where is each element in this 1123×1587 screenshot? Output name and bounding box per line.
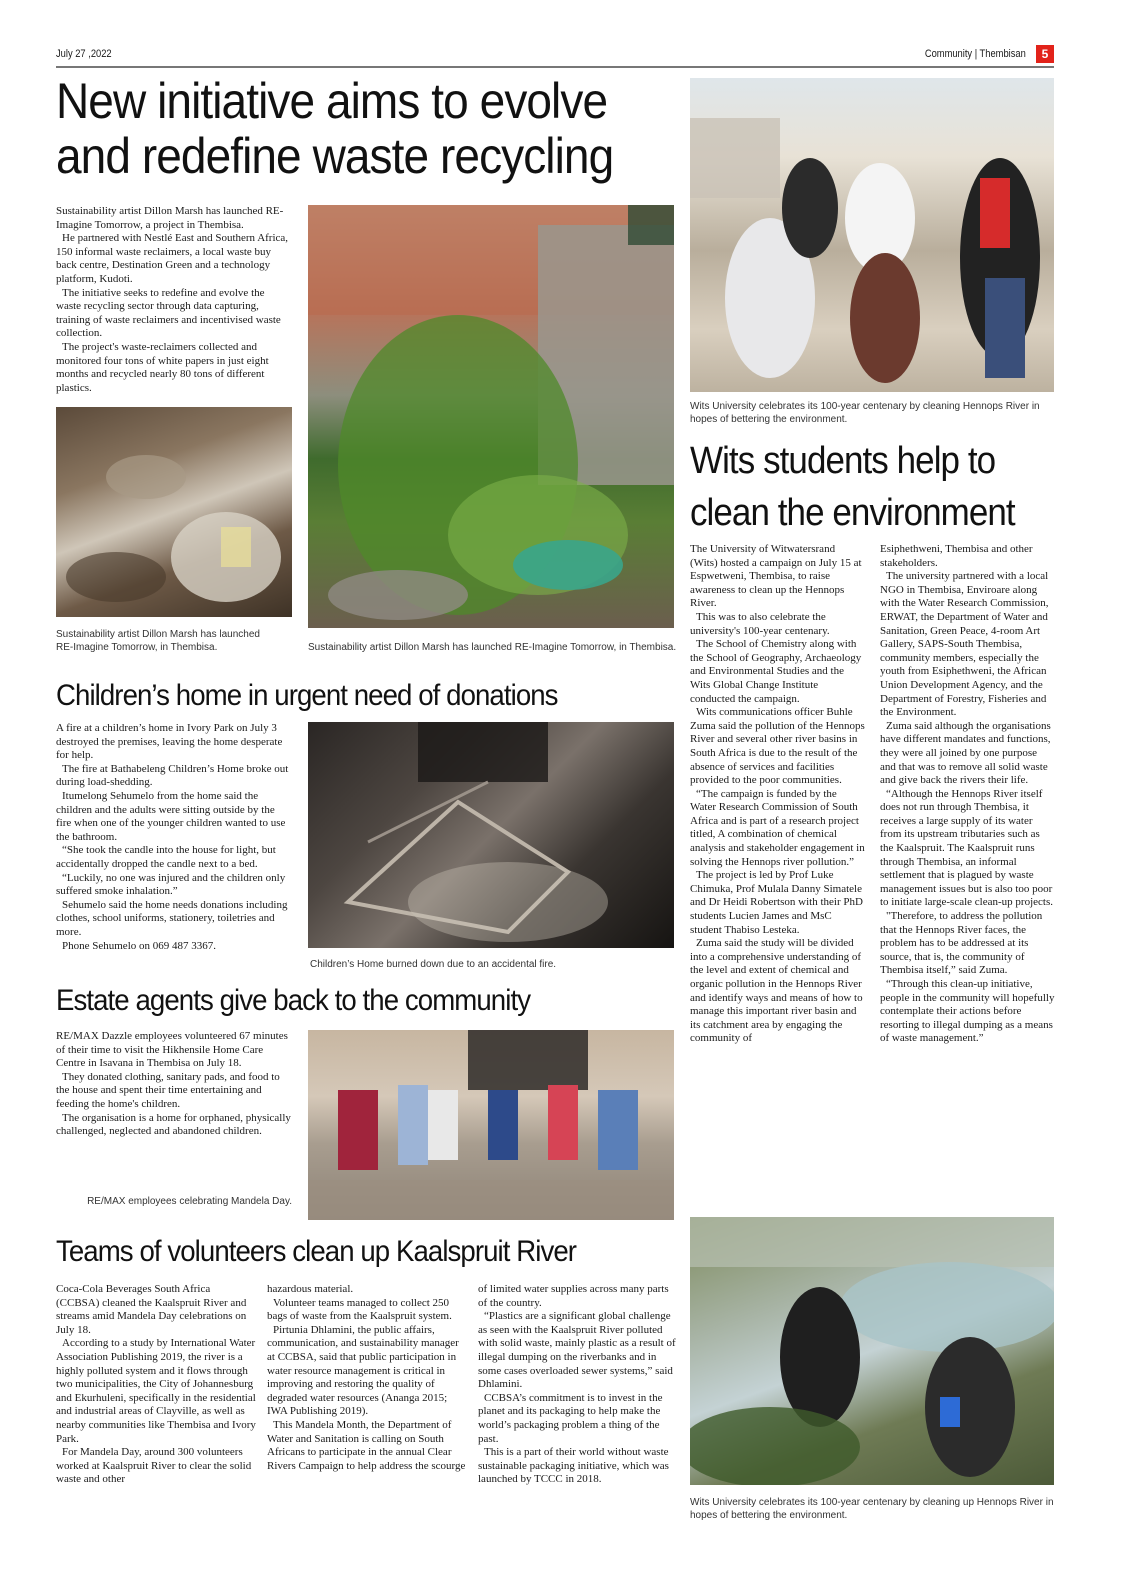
paragraph: Wits communications officer Buhle Zuma said the pollution of the Hennops River and several other river basins in South Africa is due to the result of the absence of services and facilities provided to the poor communities. [690, 706, 865, 787]
paragraph: The fire at Bathabeleng Children’s Home broke out during load-shedding. [56, 762, 289, 789]
photo-river-cleanup [690, 1217, 1054, 1485]
headline-line: Wits students help to [690, 440, 996, 482]
paragraph: This was to also celebrate the university's 100-year centenary. [690, 610, 830, 637]
photo-caption: Wits University celebrates its 100-year centenary by cleaning Hennops River in hopes of bettering the environment. [690, 401, 1040, 425]
article-body-estate-agents [56, 1030, 292, 1139]
paragraph: The university partnered with a local NGO in Thembisa, Enviroare along with the Water Research Commission, ERWAT, the Department of Water and Sanitation, Green Peace, 4-room Art Gallery, SAPS-South Thembisa, community members, especially the youth from Esiphethweni, the African Union Development Agency, and the Department of Forestry, Fisheries and the Environment. [880, 570, 1049, 719]
section-label: Community | Thembisan [925, 48, 1026, 60]
photo-waste-pile [56, 407, 292, 617]
headline-line: New initiative aims to evolve [56, 73, 608, 129]
paragraph: The initiative seeks to redefine and evolve the waste recycling sector through data capturing, training of waste reclaimers and incentivised waste collection. [56, 286, 281, 340]
paragraph: Itumelong Sehumelo from the home said the children and the adults were sitting outside by the fire when one of the younger children wanted to use the bathroom. [56, 789, 286, 843]
photo-wits-volunteers [690, 78, 1054, 392]
paragraph: “The campaign is funded by the Water Research Commission of South Africa and is part of a research project titled, A combination of chemical analysis and stakeholder engagement in solving the Hennops river pollution.” [690, 787, 865, 868]
paragraph: Sehumelo said the home needs donations including clothes, school uniforms, stationery, toiletries and more. [56, 898, 288, 938]
paragraph: The project is led by Prof Luke Chimuka, Prof Mulala Danny Simatele and Dr Heidi Robertson with their PhD students Lucien James and MsC student Thabiso Lesteka. [690, 869, 863, 936]
paragraph: CCBSA’s commitment is to invest in the planet and its packaging to help make the world’s packaging problem a thing of the past. [478, 1391, 663, 1445]
article-body-kaalspruit-col3 [478, 1283, 678, 1487]
paragraph: Phone Sehumelo on 069 487 3367. [62, 939, 216, 952]
paragraph: “Through this clean-up initiative, people in the community will hopefully contemplate their actions before resorting to illegal dumping as a means of waste management.” [880, 978, 1055, 1045]
article-body-wits-col2 [880, 543, 1055, 1046]
photo-caption: Sustainability artist Dillon Marsh has launched RE-Imagine Tomorrow, in Thembisa. [56, 629, 260, 653]
paragraph: For Mandela Day, around 300 volunteers worked at Kaalspruit River to clear the solid waste and other [56, 1446, 252, 1486]
article-body-recycling [56, 205, 292, 395]
paragraph: This Mandela Month, the Department of Water and Sanitation is calling on South Africans to participate in the annual Clear Rivers Campaign to help address the scourge [267, 1418, 466, 1472]
headline-estate-agents: Estate agents give back to the community [56, 984, 531, 1017]
article-body-wits-col1 [690, 543, 865, 1046]
photo-placeholder-art [690, 78, 1054, 392]
paragraph: "Therefore, to address the pollution that the Hennops River faces, the problem has to be addressed at its source, that is, the community of Thembisa itself,” said Zuma. [880, 910, 1043, 977]
headline-line: and redefine waste recycling [56, 128, 614, 184]
paragraph: Esiphethweni, Thembisa and other stakeholders. [880, 543, 1033, 569]
paragraph: They donated clothing, sanitary pads, and food to the house and spent their time entertaining and feeding the home's children. [56, 1070, 280, 1110]
article-body-kaalspruit-col2 [267, 1283, 467, 1473]
paragraph: Zuma said although the organisations have different mandates and functions, they were all joined by one purpose and that was to remove all solid waste and give back the rivers their life. [880, 719, 1051, 787]
paragraph: “She took the candle into the house for light, but accidentally dropped the candle next to a bed. [56, 844, 276, 870]
paragraph: The organisation is a home for orphaned, physically challenged, neglected and abandoned children. [56, 1111, 291, 1138]
headline-line: clean the environment [690, 492, 1015, 534]
photo-placeholder-art [690, 1217, 1054, 1485]
photo-placeholder-art [308, 205, 674, 628]
photo-remax-team [308, 1030, 674, 1220]
photo-burned-home [308, 722, 674, 948]
paragraph: A fire at a children’s home in Ivory Park on July 3 destroyed the premises, leaving the home desperate for help. [56, 722, 283, 762]
page-header [56, 46, 1054, 68]
paragraph: hazardous material. [267, 1283, 354, 1295]
paragraph: of limited water supplies across many parts of the country. [478, 1283, 669, 1309]
paragraph: This is a part of their world without waste sustainable packaging initiative, which was launched by TCCC in 2018. [478, 1446, 669, 1486]
paragraph: “Plastics are a significant global challenge as seen with the Kaalspruit River polluted with solid waste, mainly plastic as a result of illegal dumping on the riverbanks and in some cases overloaded sewer systems,” said Dhlamini. [478, 1310, 676, 1391]
photo-caption: RE/MAX employees celebrating Mandela Day. [87, 1196, 292, 1207]
photo-placeholder-art [56, 407, 292, 617]
photo-recycling-installation [308, 205, 674, 628]
photo-caption: Wits University celebrates its 100-year centenary by cleaning up Hennops River in hopes of bettering the environment. [690, 1497, 1054, 1521]
paragraph: Coca-Cola Beverages South Africa (CCBSA) cleaned the Kaalspruit River and streams amid Mandela Day celebrations on July 18. [56, 1283, 247, 1336]
headline-kaalspruit: Teams of volunteers clean up Kaalspruit River [56, 1235, 577, 1268]
paragraph: He partnered with Nestlé East and Southern Africa, 150 informal waste reclaimers, a local waste buy back centre, Destination Green and a technology platform, Kudoti. [56, 232, 289, 285]
headline-recycling [56, 74, 626, 184]
paragraph: The University of Witwatersrand (Wits) hosted a campaign on July 15 at Espwetweni, Thembisa, to raise awareness to clean up the Hennops River. [690, 543, 862, 610]
paragraph: According to a study by International Water Association Publishing 2019, the river is a highly polluted system and it flows through two municipalities, the City of Johannesburg and Ekurhuleni, specifically in the residential and industrial areas of Clayville, as well as nearby communities like Thembisa and Ivory Park. [56, 1337, 256, 1445]
paragraph: Sustainability artist Dillon Marsh has launched RE-Imagine Tomorrow, a project in Thembisa. [56, 205, 284, 231]
article-body-kaalspruit-col1 [56, 1283, 256, 1487]
issue-date: July 27 ,2022 [56, 48, 112, 60]
headline-childrens-home: Children’s home in urgent need of donations [56, 679, 558, 712]
paragraph: RE/MAX Dazzle employees volunteered 67 minutes of their time to visit the Hikhensile Home Care Centre in Isavana in Thembisa on July 18. [56, 1030, 288, 1070]
paragraph: “Luckily, no one was injured and the children only suffered smoke inhalation.” [56, 871, 286, 898]
photo-placeholder-art [308, 1030, 674, 1220]
photo-caption: Sustainability artist Dillon Marsh has launched RE-Imagine Tomorrow, in Thembisa. [308, 642, 677, 653]
paragraph: Zuma said the study will be divided into a comprehensive understanding of the level and extent of chemical and organic pollution in the Hennops River and identify ways and means of how to manage this important river basin and its catchment area by engaging the community of [690, 937, 863, 1045]
paragraph: Pirtunia Dhlamini, the public affairs, communication, and sustainability manager at CCBSA, said that public participation in water resource management is critical in improving and restoring the quality of degraded water resources (Ananga 2015; IWA Publishing 2019). [267, 1323, 459, 1418]
page-number-badge: 5 [1036, 45, 1054, 63]
paragraph: Volunteer teams managed to collect 250 bags of waste from the Kaalspruit system. [267, 1296, 452, 1323]
photo-caption: Children’s Home burned down due to an accidental fire. [310, 959, 557, 970]
headline-wits [690, 435, 1030, 539]
paragraph: The project's waste-reclaimers collected and monitored four tons of white papers in just eight months and recycled nearly 80 tons of different plastics. [56, 340, 269, 394]
photo-placeholder-art [308, 722, 674, 948]
paragraph: The School of Chemistry along with the School of Geography, Archaeology and Environmental Studies and the Wits Global Change Institute conducted the campaign. [690, 638, 862, 705]
article-body-childrens-home [56, 722, 292, 953]
paragraph: “Although the Hennops River itself does not run through Thembisa, it receives a large supply of its water from its upstream tributaries such as the Kaalspruit. The Kaalspruit runs through Thembisa, an informal settlement that is plagued by waste management issues but is also too poor to initiate large-scale clean-up projects. [880, 787, 1053, 909]
